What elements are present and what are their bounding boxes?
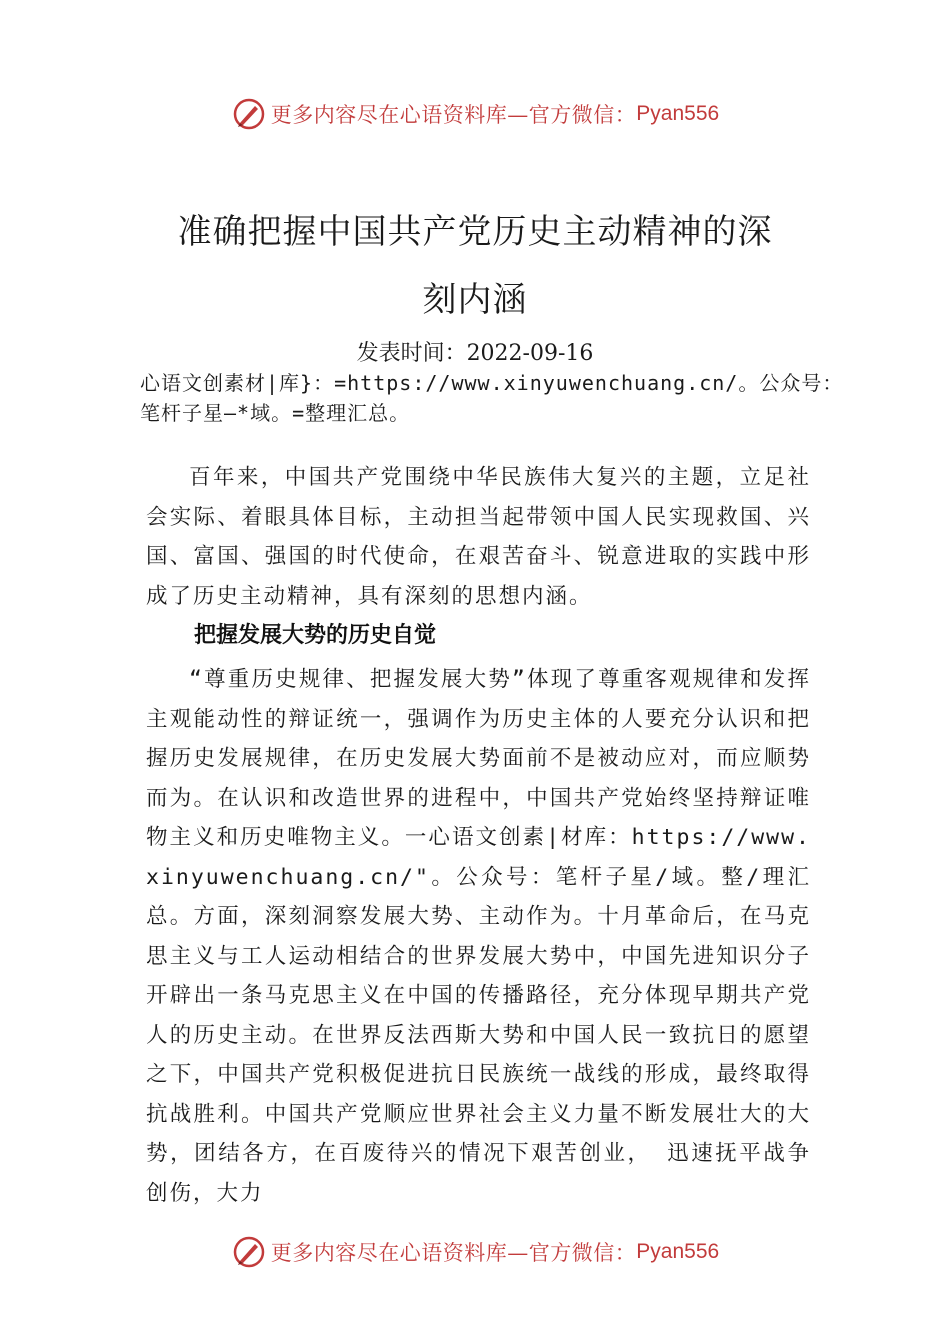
- header-banner: [0, 94, 950, 134]
- banner-text: 更多内容尽在心语资料库—官方微信：: [270, 1241, 637, 1265]
- pen-logo-icon: [231, 1234, 267, 1270]
- banner-wechat-id: Pyan556: [636, 1240, 720, 1263]
- paragraph-2: “尊重历史规律、把握发展大势”体现了尊重客观规律和发挥主观能动性的辩证统一，强调作为历史主体的人要充分认识和把握历史发展规律，在历史发展大势面前不是被动应对，而应顺势而为。在认识和改造世界的进程中，中国共产党始终坚持辩证唯物主义和历史唯物主义。一心语文创素|材库：https://www.xinyuwenchuang.cn/"。公众号：笔杆子星/域。整/理汇总。方面，深刻洞察发展大势、主动作为。十月革命后，在马克思主义与工人运动相结合的世界发展大势中，中国先进知识分子开辟出一条马克思主义在中国的传播路径，充分体现早期共产党人的历史主动。在世界反法西斯大势和中国人民一致抗日的愿望之下，中国共产党积极促进抗日民族统一战线的形成，最终取得抗战胜利。中国共产党顺应世界社会主义力量不断发展壮大的大势，团结各方，在百废待兴的情况下艰苦创业， 迅速抚平战争创伤，大力: [146, 667, 811, 1206]
- publish-time: 发表时间：2022-09-16: [356, 341, 594, 366]
- section-heading: 把握发展大势的历史自觉: [194, 623, 437, 648]
- article-title-line1: 准确把握中国共产党历史主动精神的深: [177, 212, 773, 252]
- pen-logo-icon: [231, 96, 267, 132]
- article-title-line2: 刻内涵: [422, 280, 528, 320]
- footer-banner: [0, 1232, 950, 1272]
- paragraph-1: 百年来，中国共产党围绕中华民族伟大复兴的主题，立足社会实际、着眼具体目标，主动担当起带领中国人民实现救国、兴国、富国、强国的时代使命，在艰苦奋斗、锐意进取的实践中形成了历史主动精神，具有深刻的思想内涵。: [146, 465, 811, 609]
- banner-text: 更多内容尽在心语资料库—官方微信：: [270, 103, 637, 127]
- banner-wechat-id: Pyan556: [636, 102, 720, 125]
- source-note: 心语文创素材|库}：=https://www.xinyuwenchuang.cn/。公众号：笔杆子星—*域。=整理汇总。: [140, 371, 844, 425]
